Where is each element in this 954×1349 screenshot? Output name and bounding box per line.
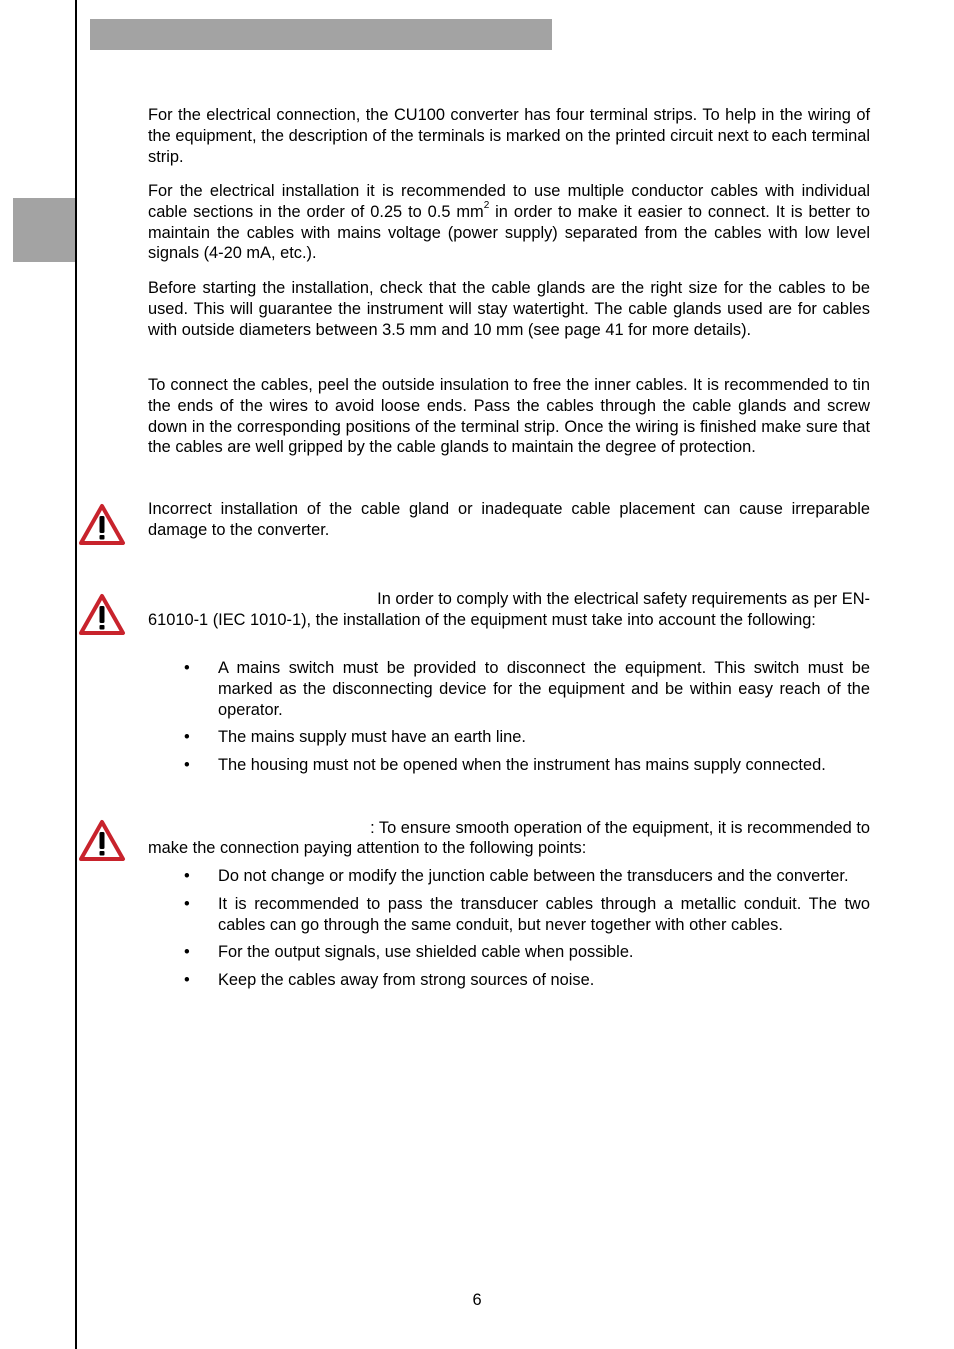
side-section-tab — [13, 198, 75, 262]
warning-triangle-icon — [78, 819, 126, 861]
paragraph-cable-glands: Before starting the installation, check that the cable glands are the right size for the cables to be used. This will guarantee the instrument will stay watertight. The cable glands used are for cables with outside diameters between 3.5 mm and 10 mm (see page 41 for more details). — [148, 279, 870, 339]
list-item-text: The mains supply must have an earth line. — [218, 728, 526, 747]
bullet-icon: • — [184, 971, 190, 990]
warning-safety-intro-line1: In order to comply with the electrical safety requirements as per EN- — [377, 590, 870, 608]
list-item — [148, 658, 870, 720]
warning-operation-intro: make the connection paying attention to the following points: — [148, 839, 587, 857]
safety-requirements-list — [148, 658, 870, 776]
list-item — [148, 755, 870, 776]
bullet-icon: • — [184, 659, 190, 677]
left-margin-rule — [75, 0, 77, 1349]
warning-safety-intro: 61010-1 (IEC 1010-1), the installation of the equipment must take into account the following: — [148, 611, 816, 629]
warning-triangle-icon — [78, 503, 126, 545]
bullet-icon: • — [184, 894, 190, 913]
p2-text-after: in order to make it easier to connect. It is better to maintain the cables with mains voltage (power supply) separated from the cables with low level signals (4-20 mA, etc.). — [148, 202, 870, 263]
p2-text-before: For the electrical installation it is recommended to use multiple conductor cables with individual cable sections in the order of 0.25 to 0.5 mm — [148, 182, 870, 221]
list-item-text: Do not change or modify the junction cable between the transducers and the converter. — [218, 867, 849, 885]
bullet-icon: • — [184, 756, 190, 775]
list-item-text: For the output signals, use shielded cable when possible. — [218, 943, 634, 962]
list-item — [148, 866, 870, 887]
list-item-text: A mains switch must be provided to disconnect the equipment. This switch must be marked as the disconnecting device for the equipment and be within easy reach of the operator. — [218, 659, 870, 719]
paragraph-connect-cables: To connect the cables, peel the outside insulation to free the inner cables. It is recommended to tin the ends of the wires to avoid loose ends. Pass the cables through the cable glands and screw down in the corresponding positions of the terminal strip. Once the wiring is finished make sure that the cables are well gripped by the cable glands to maintain the degree of protection. — [148, 376, 870, 457]
bullet-icon: • — [184, 728, 190, 747]
warning-operation-intro-line1: : To ensure smooth operation of the equipment, it is recommended to — [370, 819, 870, 837]
list-item — [148, 727, 870, 748]
paragraph-cable-recommendation — [148, 181, 870, 264]
list-item-text: Keep the cables away from strong sources of noise. — [218, 971, 595, 990]
list-item — [148, 942, 870, 963]
bullet-icon: • — [184, 867, 190, 885]
operation-recommendations-list — [148, 866, 870, 991]
list-item — [148, 970, 870, 991]
list-item — [148, 894, 870, 936]
page-number: 6 — [472, 1291, 482, 1309]
list-item-text: It is recommended to pass the transducer cables through a metallic conduit. The two cables can go through the same conduit, but never together with other cables. — [218, 894, 870, 934]
p2-superscript: 2 — [483, 200, 490, 212]
list-item-text: The housing must not be opened when the instrument has mains supply connected. — [218, 756, 826, 775]
warning-triangle-icon — [78, 593, 126, 635]
bullet-icon: • — [184, 943, 190, 962]
paragraph-terminal-strips: For the electrical connection, the CU100 converter has four terminal strips. To help in the wiring of the equipment, the description of the terminals is marked on the printed circuit next to each terminal strip. — [148, 106, 870, 166]
warning-cable-gland: Incorrect installation of the cable gland or inadequate cable placement can cause irreparable damage to the converter. — [148, 500, 870, 539]
header-bar — [90, 19, 552, 50]
